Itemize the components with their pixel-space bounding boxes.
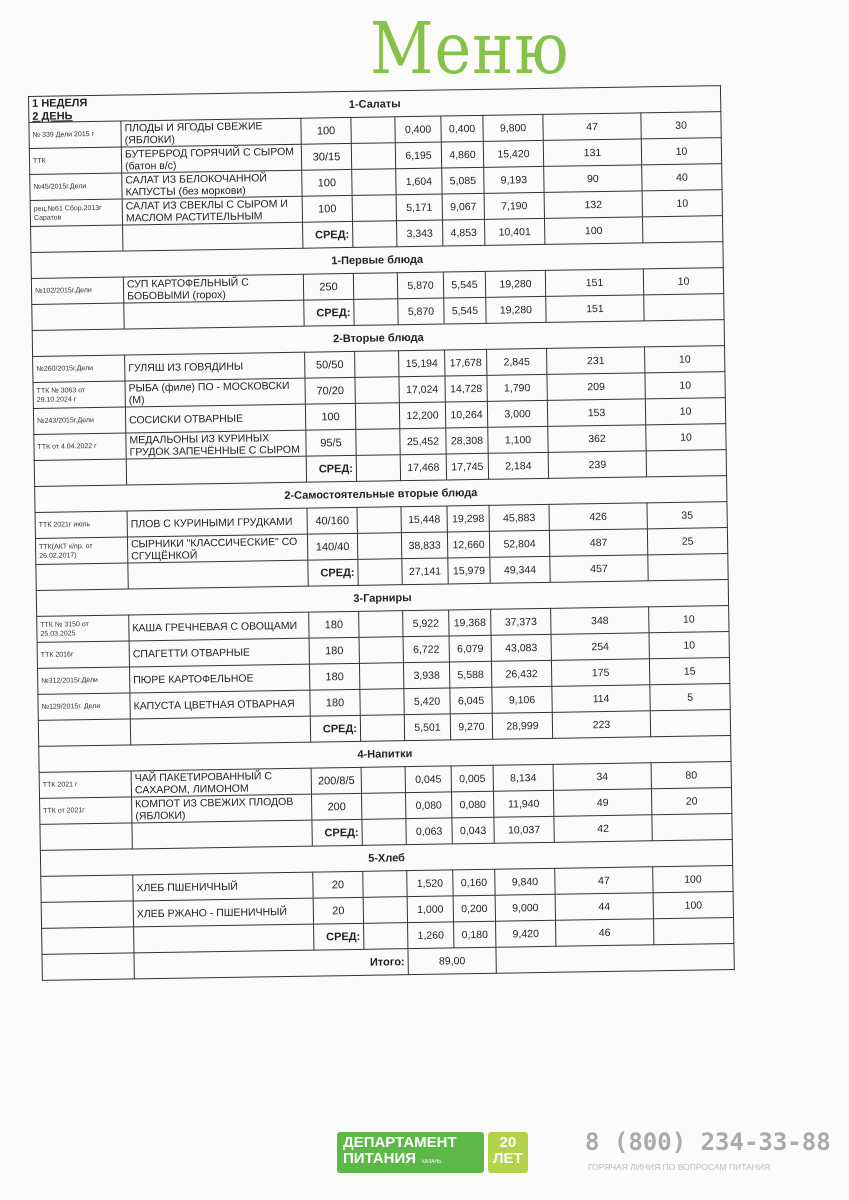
dish-weight: 40/160 [307,507,357,534]
empty-cell [42,953,134,980]
empty-cell [642,216,722,243]
week-day-label [32,97,88,124]
protein: 1,604 [396,168,442,195]
dish-weight: 100 [305,403,355,430]
empty-cell [355,403,399,430]
recipe-code [41,901,133,928]
avg-protein: 1,260 [408,922,454,949]
recipe-code: №45/2015г.Дели [30,173,122,200]
empty-cell [355,377,399,404]
recipe-code [41,875,133,902]
fat: 17,678 [445,349,487,376]
calories: 90 [544,165,642,193]
protein: 12,200 [399,402,445,429]
empty-cell [32,303,124,330]
empty-cell [364,923,408,950]
fat: 4,860 [441,141,483,168]
footer-logo [337,1132,528,1173]
extra-value: 10 [641,138,721,165]
empty-cell [352,169,396,196]
section-title: 2-Вторые блюда [32,320,724,357]
avg-carbs: 10,401 [484,218,544,245]
empty-cell [351,143,395,170]
empty-cell [353,273,397,300]
recipe-code: №243/2015г.Дели [33,407,125,434]
extra-value: 10 [643,268,723,295]
average-label: СРЕД: [306,455,356,482]
total-label: Итого: [134,949,408,979]
empty-cell [646,450,726,477]
fat: 0,005 [451,765,493,792]
avg-fat: 17,745 [446,453,488,480]
calories: 131 [543,139,641,167]
calories: 231 [547,347,645,375]
carbs: 37,373 [491,608,551,635]
protein: 5,171 [396,194,442,221]
calories: 132 [544,191,642,219]
avg-protein: 17,468 [400,454,446,481]
carbs: 9,193 [484,166,544,193]
recipe-code: № 339 Дели 2015 г [29,121,121,148]
fat: 28,308 [446,427,488,454]
average-label: СРЕД: [308,559,358,586]
avg-fat: 0,180 [454,921,496,948]
extra-value: 80 [651,762,731,789]
calories: 44 [555,893,653,921]
fat: 12,660 [447,531,489,558]
empty-cell [354,299,398,326]
carbs: 45,883 [489,504,549,531]
carbs: 2,845 [487,348,547,375]
dish-weight: 180 [309,611,359,638]
fat: 9,067 [442,193,484,220]
empty-cell [357,507,401,534]
dish-weight: 100 [302,195,352,222]
extra-value: 10 [645,372,725,399]
recipe-code: №260/2015г.Дели [33,355,125,382]
calories: 487 [549,529,647,557]
empty-cell [34,459,126,486]
calories: 114 [552,685,650,713]
protein: 0,045 [405,766,451,793]
fat: 0,080 [451,791,493,818]
calories: 362 [548,425,646,453]
extra-value: 10 [645,346,725,373]
dish-weight: 50/50 [305,351,355,378]
dish-name: САЛАТ ИЗ БЕЛОКОЧАННОЙ КАПУСТЫ (без моркови) [122,170,302,199]
protein: 6,722 [403,636,449,663]
logo-city: КАЗАНЬ [422,1159,442,1165]
fat: 0,400 [441,115,483,142]
avg-protein: 5,501 [404,714,450,741]
hotline-phone: 8 (800) 234-33-88 [585,1128,831,1156]
recipe-code: ТТК(АКТ к/пр. от 26.02.2017) [35,537,127,564]
recipe-code: №312/2015г.Дели [37,667,129,694]
calories: 47 [543,113,641,141]
carbs: 8,134 [493,764,553,791]
carbs: 7,190 [484,192,544,219]
carbs: 9,106 [492,686,552,713]
fat: 0,160 [453,869,495,896]
section-title: 2-Самостоятельные вторые блюда [35,476,727,513]
avg-fat: 9,270 [450,713,492,740]
extra-value: 15 [649,658,729,685]
empty-cell [128,560,308,589]
empty-cell [36,563,128,590]
fat: 10,264 [445,401,487,428]
fat: 5,545 [443,271,485,298]
average-label: СРЕД: [312,819,362,846]
empty-cell [40,823,132,850]
extra-value: 10 [642,190,722,217]
empty-cell [38,719,130,746]
extra-value: 100 [653,866,733,893]
extra-value: 10 [646,424,726,451]
dish-weight: 250 [303,273,353,300]
empty-cell [654,918,734,945]
department-logo [337,1132,484,1173]
empty-cell [363,897,407,924]
fat: 6,045 [450,687,492,714]
empty-cell [134,924,314,953]
empty-cell [124,300,304,329]
section-title: 1-Салаты [29,86,721,123]
protein: 0,400 [395,116,441,143]
empty-cell [644,294,724,321]
extra-value: 5 [650,684,730,711]
calories: 348 [551,607,649,635]
calories: 254 [551,633,649,661]
empty-cell [352,195,396,222]
dish-name: ПЛОДЫ И ЯГОДЫ СВЕЖИЕ (ЯБЛОКИ) [121,118,301,147]
dish-weight: 95/5 [306,429,356,456]
carbs: 3,000 [487,400,547,427]
dish-name: ПЮРЕ КАРТОФЕЛЬНОЕ [129,664,309,693]
recipe-code: ТТК от 2021г [40,797,132,824]
dish-name: СЫРНИКИ "КЛАССИЧЕСКИЕ" СО СГУЩЁНКОЙ [127,534,307,563]
carbs: 43,083 [491,634,551,661]
avg-protein: 5,870 [398,298,444,325]
average-label: СРЕД: [304,299,354,326]
protein: 15,194 [399,350,445,377]
empty-cell [361,767,405,794]
dish-weight: 200/8/5 [311,767,361,794]
protein: 5,420 [404,688,450,715]
average-label: СРЕД: [303,221,353,248]
empty-cell [362,819,406,846]
extra-value: 20 [651,788,731,815]
recipe-code: №102/2015г.Дели [31,277,123,304]
section-title: 5-Хлеб [40,840,732,877]
dish-name: ГУЛЯШ ИЗ ГОВЯДИНЫ [125,352,305,381]
dish-name: КАПУСТА ЦВЕТНАЯ ОТВАРНАЯ [130,690,310,719]
dish-weight: 180 [309,637,359,664]
extra-value: 10 [649,632,729,659]
protein: 1,520 [407,870,453,897]
dish-name: ХЛЕБ ПШЕНИЧНЫЙ [133,872,313,901]
fat: 14,728 [445,375,487,402]
avg-protein: 27,141 [402,558,448,585]
recipe-code: ТТК 2021 г [39,771,131,798]
empty-cell [360,689,404,716]
menu-sheet [28,85,734,981]
recipe-code: ТТК [29,147,121,174]
extra-value: 30 [641,112,721,139]
fat: 6,079 [449,635,491,662]
carbs: 9,800 [483,114,543,141]
recipe-code: ТТК 2016г [37,641,129,668]
avg-fat: 15,979 [448,557,490,584]
empty-cell [356,429,400,456]
fat: 19,298 [447,505,489,532]
empty-cell [126,456,306,485]
carbs: 1,100 [488,426,548,453]
extra-value: 10 [645,398,725,425]
carbs: 52,804 [489,530,549,557]
hotline-caption: ГОРЯЧАЯ ЛИНИЯ ПО ВОПРОСАМ ПИТАНИЯ [588,1162,771,1172]
week-label: 1 НЕДЕЛЯ [32,97,88,110]
dish-name: САЛАТ ИЗ СВЕКЛЫ С СЫРОМ И МАСЛОМ РАСТИТЕЛЬНЫМ [122,196,302,225]
empty-cell [351,117,395,144]
carbs: 1,790 [487,374,547,401]
avg-calories: 223 [552,711,650,739]
empty-cell [652,814,732,841]
dish-name: СОСИСКИ ОТВАРНЫЕ [125,404,305,433]
logo-line1: ДЕПАРТАМЕНТ [343,1134,457,1151]
empty-cell [356,455,400,482]
avg-carbs: 28,999 [492,712,552,739]
empty-cell [363,871,407,898]
fat: 19,368 [449,609,491,636]
fat: 0,200 [453,895,495,922]
avg-calories: 239 [548,451,646,479]
recipe-code: ТТК от 4.04.2022 г [34,433,126,460]
empty-cell [650,710,730,737]
carbs: 11,940 [493,790,553,817]
empty-cell [361,793,405,820]
extra-value: 40 [642,164,722,191]
empty-cell [31,225,123,252]
recipe-code: ТТК 2021г июль [35,511,127,538]
dish-weight: 20 [313,871,363,898]
empty-cell [355,351,399,378]
dish-weight: 100 [302,169,352,196]
dish-name: СПАГЕТТИ ОТВАРНЫЕ [129,638,309,667]
protein: 3,938 [403,662,449,689]
empty-cell [123,222,303,251]
extra-value: 10 [649,606,729,633]
carbs: 15,420 [483,140,543,167]
empty-cell [359,663,403,690]
dish-name: РЫБА (филе) ПО - МОСКОВСКИ (М) [125,378,305,407]
dish-weight: 180 [309,663,359,690]
dish-name: КАША ГРЕЧНЕВАЯ С ОВОЩАМИ [129,612,309,641]
calories: 209 [547,373,645,401]
recipe-code: №129/2015г. Дели [38,693,130,720]
avg-protein: 3,343 [397,220,443,247]
calories: 47 [555,867,653,895]
dish-weight: 200 [312,793,362,820]
empty-cell [353,221,397,248]
calories: 49 [553,789,651,817]
carbs: 26,432 [491,660,551,687]
protein: 17,024 [399,376,445,403]
dish-name: ЧАЙ ПАКЕТИРОВАННЫЙ С САХАРОМ, ЛИМОНОМ [131,768,311,797]
avg-carbs: 19,280 [486,296,546,323]
dish-name: ПЛОВ С КУРИНЫМИ ГРУДКАМИ [127,508,307,537]
carbs: 9,000 [495,894,555,921]
calories: 34 [553,763,651,791]
dish-name: СУП КАРТОФЕЛЬНЫЙ С БОБОВЫМИ (горох) [123,274,303,303]
dish-name: БУТЕРБРОД ГОРЯЧИЙ С СЫРОМ (батон в/с) [121,144,301,173]
protein: 0,080 [405,792,451,819]
years-number: 20 [499,1134,517,1151]
protein: 6,195 [395,142,441,169]
dish-name: МЕДАЛЬОНЫ ИЗ КУРИНЫХ ГРУДОК ЗАПЕЧЁННЫЕ С СЫРОМ [126,430,306,459]
calories: 151 [545,269,643,297]
fat: 5,588 [449,661,491,688]
recipe-code: ТТК № 3150 от 25.03.2025 [37,615,129,642]
dish-name: КОМПОТ ИЗ СВЕЖИХ ПЛОДОВ (ЯБЛОКИ) [132,794,312,823]
protein: 5,922 [403,610,449,637]
calories: 175 [551,659,649,687]
years-word: ЛЕТ [493,1150,523,1167]
protein: 25,452 [400,428,446,455]
total-value: 89,00 [408,947,496,974]
protein: 5,870 [397,272,443,299]
empty-cell [359,611,403,638]
avg-calories: 42 [554,815,652,843]
avg-calories: 100 [544,217,642,245]
avg-calories: 457 [550,555,648,583]
avg-carbs: 9,420 [496,920,556,947]
avg-fat: 4,853 [442,219,484,246]
avg-carbs: 10,037 [494,816,554,843]
average-label: СРЕД: [314,923,364,950]
empty-cell [132,820,312,849]
dish-weight: 180 [310,689,360,716]
avg-protein: 0,063 [406,818,452,845]
extra-value: 100 [653,892,733,919]
dish-weight: 100 [301,117,351,144]
empty-cell [130,716,310,745]
average-label: СРЕД: [310,715,360,742]
avg-carbs: 49,344 [490,556,550,583]
dish-weight: 140/40 [307,533,357,560]
carbs: 19,280 [485,270,545,297]
dish-weight: 30/15 [301,143,351,170]
logo-line2: ПИТАНИЯ [343,1150,417,1167]
fat: 5,085 [442,167,484,194]
section-title: 4-Напитки [39,736,731,773]
protein: 38,833 [401,532,447,559]
empty-cell [42,927,134,954]
day-label: 2 ДЕНЬ [32,110,73,123]
protein: 15,448 [401,506,447,533]
empty-cell [359,637,403,664]
avg-carbs: 2,184 [488,452,548,479]
avg-calories: 46 [556,919,654,947]
dish-name: ХЛЕБ РЖАНО - ПШЕНИЧНЫЙ [133,898,313,927]
section-title: 1-Первые блюда [31,242,723,279]
extra-value: 25 [647,528,727,555]
recipe-code: ТТК № 3063 от 29.10.2024 г [33,381,125,408]
page-title: Меню [370,6,570,91]
avg-calories: 151 [546,295,644,323]
dish-weight: 20 [313,897,363,924]
empty-cell [648,554,728,581]
calories: 426 [549,503,647,531]
empty-cell [357,533,401,560]
menu-table [28,85,735,981]
section-title: 3-Гарниры [36,580,728,617]
carbs: 9,840 [495,868,555,895]
calories: 153 [547,399,645,427]
empty-cell [496,944,734,974]
recipe-code: рец.№61 Сбор.2013г Саратов [30,199,122,226]
empty-cell [360,715,404,742]
empty-cell [358,559,402,586]
avg-fat: 0,043 [452,817,494,844]
extra-value: 35 [647,502,727,529]
protein: 1,000 [407,896,453,923]
anniversary-badge [488,1132,528,1173]
avg-fat: 5,545 [444,297,486,324]
dish-weight: 70/20 [305,377,355,404]
